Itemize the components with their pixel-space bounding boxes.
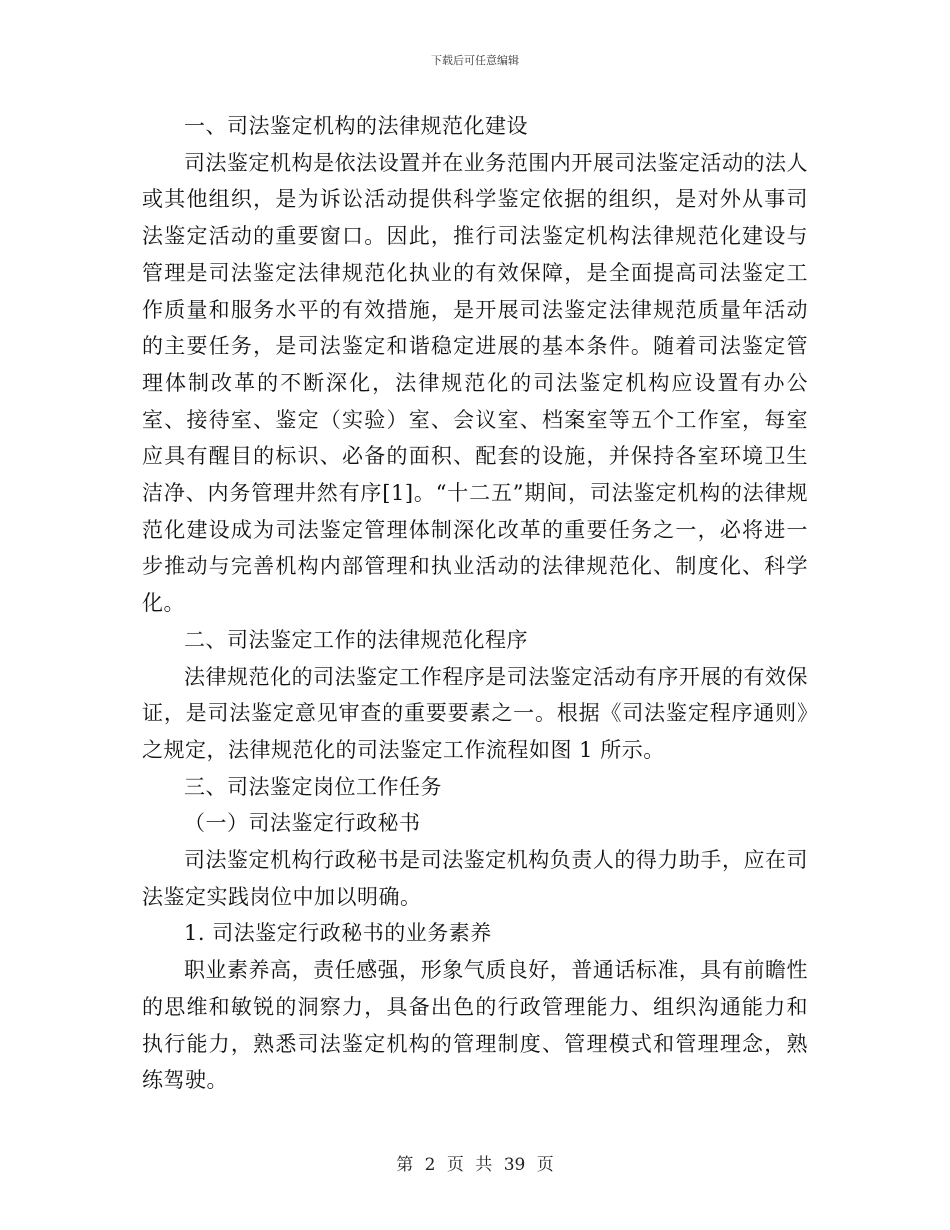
section-heading-2: 二、司法鉴定工作的法律规范化程序 <box>184 627 528 652</box>
paragraph: 职业素养高，责任感强，形象气质良好，普通话标准，具有前瞻性的思维和敏锐的洞察力，具备出色的行政管理能力、组织沟通能力和执行能力，熟悉司法鉴定机构的管理制度、管理模式和管理理念，熟练驾驶。 <box>142 958 808 1093</box>
subsection-heading: （一）司法鉴定行政秘书 <box>184 811 421 836</box>
document-body <box>142 108 808 1099</box>
paragraph: 司法鉴定机构是依法设置并在业务范围内开展司法鉴定活动的法人或其他组织，是为诉讼活动提供科学鉴定依据的组织，是对外从事司法鉴定活动的重要窗口。因此，推行司法鉴定机构法律规范化建设与管理是司法鉴定法律规范化执业的有效保障，是全面提高司法鉴定工作质量和服务水平的有效措施，是开展司法鉴定法律规范质量年活动的主要任务，是司法鉴定和谐稳定进展的基本条件。随着司法鉴定管理体制改革的不断深化，法律规范化的司法鉴定机构应设置有办公室、接待室、鉴定（实验）室、会议室、档案室等五个工作室，每室应具有醒目的标识、必备的面积、配套的设施，并保持各室环境卫生洁净、内务管理井然有序[1]。“十二五”期间，司法鉴定机构的法律规范化建设成为司法鉴定管理体制深化改革的重要任务之一，必将进一步推动与完善机构内部管理和执业活动的法律规范化、制度化、科学化。 <box>142 150 808 616</box>
paragraph: 法律规范化的司法鉴定工作程序是司法鉴定活动有序开展的有效保证，是司法鉴定意见审查的重要要素之一。根据《司法鉴定程序通则》之规定，法律规范化的司法鉴定工作流程如图 1 所示。 <box>142 664 808 762</box>
section-heading-3: 三、司法鉴定岗位工作任务 <box>184 774 442 799</box>
subsection-item-heading: 1. 司法鉴定行政秘书的业务素养 <box>184 921 492 946</box>
page-number-footer: 第 2 页 共 39 页 <box>396 1155 554 1175</box>
page-header: 下载后可任意编辑 <box>431 54 519 67</box>
section-heading-1: 一、司法鉴定机构的法律规范化建设 <box>184 114 528 138</box>
paragraph: 司法鉴定机构行政秘书是司法鉴定机构负责人的得力助手，应在司法鉴定实践岗位中加以明确。 <box>142 848 808 909</box>
